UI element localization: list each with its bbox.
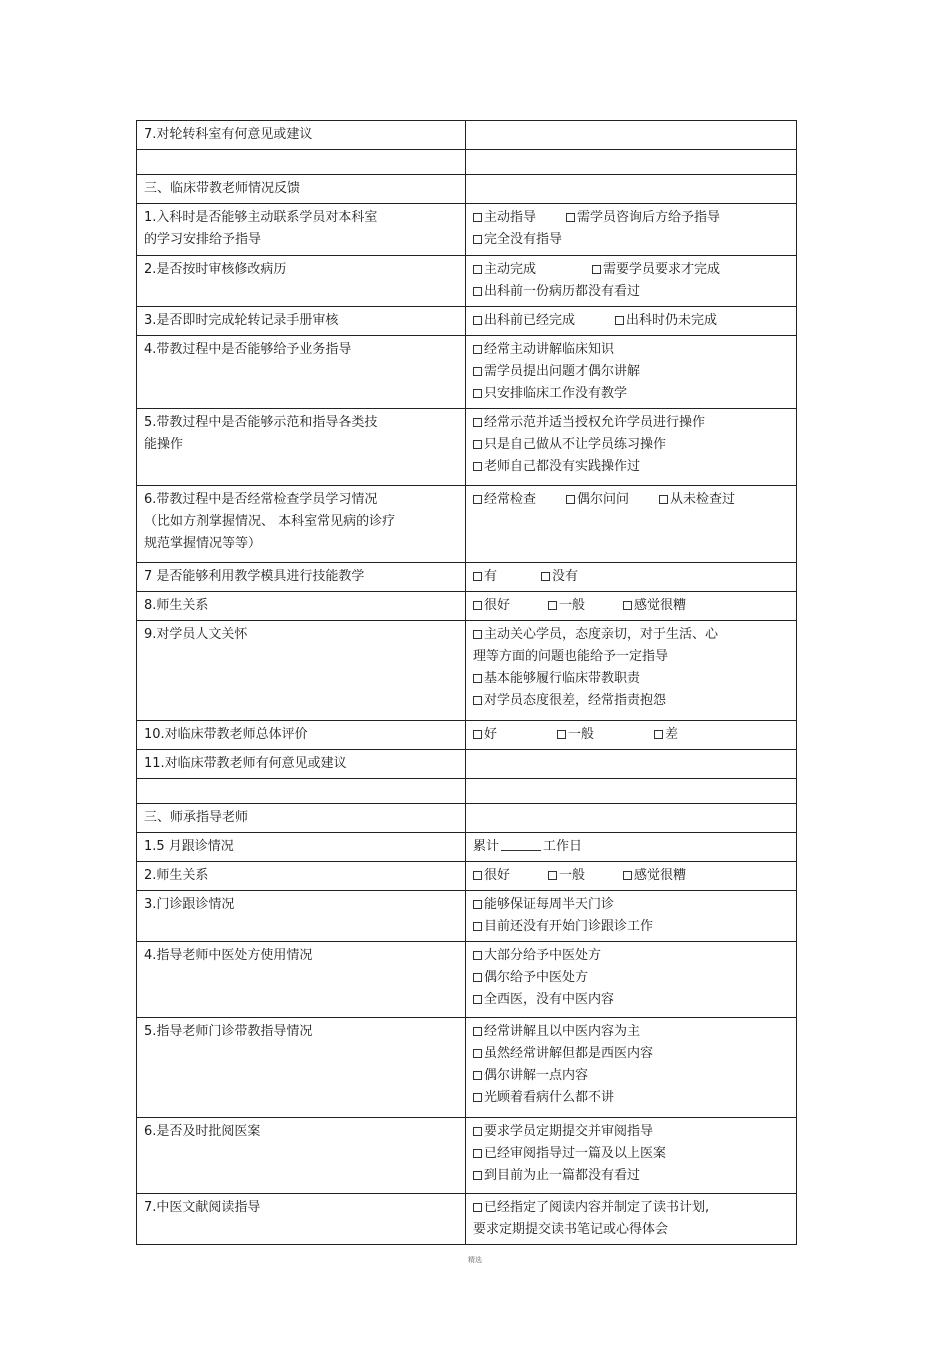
question-cell: [137, 307, 466, 336]
checkbox-icon[interactable]: [473, 900, 482, 909]
option-label: 感觉很糟: [634, 598, 687, 613]
checkbox-icon[interactable]: [473, 265, 482, 274]
question-cell: [137, 621, 466, 721]
answer-cell: [466, 804, 797, 833]
checkbox-icon[interactable]: [473, 1093, 482, 1102]
option-label: 到目前为止一篇都没有看过: [484, 1168, 641, 1183]
option-label: 经常检查: [484, 492, 537, 507]
option-label: 基本能够履行临床带教职责: [484, 671, 641, 686]
option-label: 从未检查过: [670, 492, 736, 507]
question-text: 7.中医文献阅读指导: [144, 1200, 261, 1215]
form-row: [137, 750, 797, 779]
checkbox-option[interactable]: [473, 383, 627, 405]
option-label: 偶尔给予中医处方: [484, 970, 589, 985]
answer-cell: [466, 121, 797, 150]
question-cell: [137, 750, 466, 779]
question-text: 3.是否即时完成轮转记录手册审核: [144, 313, 339, 328]
answer-cell: [466, 592, 797, 621]
option-label: 偶尔讲解一点内容: [484, 1068, 589, 1083]
checkbox-option[interactable]: [473, 967, 588, 989]
checkbox-icon[interactable]: [473, 1171, 482, 1180]
checkbox-icon[interactable]: [473, 287, 482, 296]
option-label: 需要学员要求才完成: [603, 262, 721, 277]
form-row: [137, 942, 797, 1018]
option-label: 很好: [484, 598, 511, 613]
checkbox-icon[interactable]: [473, 235, 482, 244]
question-cell: [137, 256, 466, 307]
checkbox-option[interactable]: [548, 865, 585, 887]
answer-line: [473, 310, 790, 332]
checkbox-option[interactable]: [473, 1121, 653, 1143]
question-cell: [137, 891, 466, 942]
option-label: 能够保证每周半天门诊: [484, 897, 615, 912]
checkbox-option[interactable]: [557, 724, 594, 746]
checkbox-option[interactable]: [473, 489, 536, 511]
question-cell: [137, 336, 466, 409]
option-label: 要求学员定期提交并审阅指导: [484, 1124, 654, 1139]
answer-line: [473, 865, 790, 887]
question-cell: [137, 150, 466, 175]
answer-cell: [466, 833, 797, 862]
question-cell: [137, 563, 466, 592]
form-row: [137, 204, 797, 256]
answer-line: [473, 1065, 790, 1087]
checkbox-icon[interactable]: [473, 951, 482, 960]
checkbox-option[interactable]: [623, 865, 686, 887]
checkbox-icon[interactable]: [473, 1149, 482, 1158]
answer-line: [473, 383, 790, 405]
checkbox-icon[interactable]: [473, 1071, 482, 1080]
answer-cell: [466, 862, 797, 891]
option-label: 大部分给予中医处方: [484, 948, 602, 963]
answer-line: [473, 916, 790, 938]
option-label: 主动指导: [484, 210, 537, 225]
answer-cell: [466, 150, 797, 175]
answer-line: [473, 1087, 790, 1109]
checkbox-icon[interactable]: [659, 495, 668, 504]
checkbox-option[interactable]: [473, 207, 536, 229]
answer-cell: [466, 942, 797, 1018]
question-text: 规范掌握情况等等）: [144, 536, 262, 551]
checkbox-option[interactable]: [473, 1087, 614, 1109]
option-label: 已经审阅指导过一篇及以上医案: [484, 1146, 667, 1161]
answer-line: [473, 690, 790, 712]
answer-line: [473, 1021, 790, 1043]
checkbox-icon[interactable]: [473, 367, 482, 376]
checkbox-icon[interactable]: [473, 696, 482, 705]
option-label: 感觉很糟: [634, 868, 687, 883]
question-cell: [137, 1118, 466, 1194]
checkbox-icon[interactable]: [473, 462, 482, 471]
answer-line: [473, 259, 790, 281]
checkbox-icon[interactable]: [473, 345, 482, 354]
checkbox-icon[interactable]: [473, 630, 482, 639]
checkbox-icon[interactable]: [473, 440, 482, 449]
option-label: 经常示范并适当授权允许学员进行操作: [484, 415, 706, 430]
option-label: 出科时仍未完成: [626, 313, 718, 328]
checkbox-icon[interactable]: [473, 1203, 482, 1212]
option-label: 只是自己做从不让学员练习操作: [484, 437, 667, 452]
option-label: 一般: [568, 727, 595, 742]
checkbox-option[interactable]: [473, 259, 536, 281]
form-row: [137, 592, 797, 621]
checkbox-icon[interactable]: [473, 418, 482, 427]
form-row: [137, 833, 797, 862]
checkbox-option[interactable]: [473, 690, 666, 712]
option-label: 主动完成: [484, 262, 537, 277]
checkbox-option[interactable]: [623, 595, 686, 617]
answer-line: [473, 281, 790, 303]
checkbox-icon[interactable]: [592, 265, 601, 274]
checkbox-icon[interactable]: [548, 601, 557, 610]
answer-cell: [466, 1018, 797, 1118]
question-text: 8.师生关系: [144, 598, 209, 613]
form-row: [137, 563, 797, 592]
answer-line: [473, 894, 790, 916]
checkbox-option[interactable]: [473, 1143, 666, 1165]
option-label: 出科前一份病历都没有看过: [484, 284, 641, 299]
checkbox-icon[interactable]: [473, 1049, 482, 1058]
question-cell: [137, 862, 466, 891]
form-row: [137, 256, 797, 307]
option-label: 偶尔问问: [577, 492, 630, 507]
answer-line: [473, 412, 790, 434]
option-label: 全西医，没有中医内容: [484, 992, 615, 1007]
checkbox-option[interactable]: [548, 595, 585, 617]
checkbox-option[interactable]: [541, 566, 578, 588]
question-text: 三、师承指导老师: [144, 810, 249, 825]
form-row: [137, 1018, 797, 1118]
checkbox-option[interactable]: [473, 1065, 588, 1087]
option-label: 经常讲解且以中医内容为主: [484, 1024, 641, 1039]
checkbox-icon[interactable]: [473, 674, 482, 683]
question-text: 7.对轮转科室有何意见或建议: [144, 127, 313, 142]
answer-line: [473, 1121, 790, 1143]
option-label: 有: [484, 569, 498, 584]
answer-line: [473, 229, 790, 251]
option-continuation: 理等方面的问题也能给予一定指导: [473, 649, 669, 664]
workday-prefix: 累计: [473, 839, 500, 854]
answer-cell: [466, 307, 797, 336]
form-row: [137, 721, 797, 750]
checkbox-option[interactable]: [473, 724, 497, 746]
checkbox-icon[interactable]: [473, 973, 482, 982]
option-label: 好: [484, 727, 498, 742]
question-text: 三、临床带教老师情况反馈: [144, 181, 301, 196]
question-cell: [137, 592, 466, 621]
answer-cell: [466, 750, 797, 779]
workday-count-field[interactable]: [473, 836, 790, 858]
option-label: 需学员提出问题才偶尔讲解: [484, 364, 641, 379]
checkbox-option[interactable]: [566, 489, 629, 511]
question-text: 6.是否及时批阅医案: [144, 1124, 261, 1139]
answer-cell: [466, 1118, 797, 1194]
option-label: 已经指定了阅读内容并制定了读书计划,: [484, 1200, 710, 1215]
option-label: 差: [665, 727, 679, 742]
question-text: 11.对临床带教老师有何意见或建议: [144, 756, 347, 771]
answer-line: [473, 456, 790, 478]
question-text: 7 是否能够利用教学模具进行技能教学: [144, 569, 365, 584]
question-cell: [137, 175, 466, 204]
option-continuation: 要求定期提交读书笔记或心得体会: [473, 1222, 669, 1237]
checkbox-option[interactable]: [473, 412, 705, 434]
answer-cell: [466, 1194, 797, 1245]
checkbox-option[interactable]: [473, 989, 614, 1011]
checkbox-icon[interactable]: [566, 495, 575, 504]
question-text: 2.师生关系: [144, 868, 209, 883]
question-text: （比如方剂掌握情况、 本科室常见病的诊疗: [144, 514, 396, 529]
checkbox-option[interactable]: [473, 361, 640, 383]
option-label: 一般: [559, 598, 586, 613]
checkbox-option[interactable]: [473, 865, 510, 887]
checkbox-icon[interactable]: [473, 922, 482, 931]
checkbox-option[interactable]: [473, 310, 575, 332]
option-label: 目前还没有开始门诊跟诊工作: [484, 919, 654, 934]
checkbox-icon[interactable]: [623, 601, 632, 610]
question-text: 3.门诊跟诊情况: [144, 897, 235, 912]
form-row: [137, 862, 797, 891]
option-label: 完全没有指导: [484, 232, 563, 247]
form-row: [137, 1194, 797, 1245]
checkbox-icon[interactable]: [473, 601, 482, 610]
option-label: 需学员咨询后方给予指导: [577, 210, 721, 225]
checkbox-option[interactable]: [473, 894, 614, 916]
answer-cell: [466, 256, 797, 307]
answer-line: [473, 489, 790, 511]
question-text: 10.对临床带教老师总体评价: [144, 727, 308, 742]
question-text: 9.对学员人文关怀: [144, 627, 248, 642]
checkbox-option[interactable]: [566, 207, 720, 229]
checkbox-icon[interactable]: [473, 995, 482, 1004]
form-row: [137, 1118, 797, 1194]
footer-watermark: 精选: [468, 1256, 482, 1264]
question-cell: [137, 942, 466, 1018]
checkbox-icon[interactable]: [473, 871, 482, 880]
checkbox-option[interactable]: [473, 1165, 640, 1187]
question-text: 5.指导老师门诊带教指导情况: [144, 1024, 313, 1039]
form-row: [137, 486, 797, 563]
option-label: 对学员态度很差，经常指责抱怨: [484, 693, 667, 708]
checkbox-option[interactable]: [659, 489, 735, 511]
question-cell: [137, 121, 466, 150]
checkbox-icon[interactable]: [473, 1027, 482, 1036]
answer-cell: [466, 779, 797, 804]
checkbox-option[interactable]: [592, 259, 720, 281]
checkbox-option[interactable]: [473, 1043, 653, 1065]
question-text: 5.带教过程中是否能够示范和指导各类技: [144, 415, 378, 430]
question-cell: [137, 779, 466, 804]
form-row: [137, 121, 797, 150]
answer-line: [473, 566, 790, 588]
question-text: 能操作: [144, 437, 184, 452]
question-text: 4.指导老师中医处方使用情况: [144, 948, 313, 963]
workday-suffix: 工作日: [543, 839, 583, 854]
answer-line: [473, 1197, 790, 1219]
answer-line: [473, 595, 790, 617]
question-cell: [137, 1194, 466, 1245]
checkbox-option[interactable]: [473, 1021, 640, 1043]
checkbox-option[interactable]: [473, 566, 497, 588]
question-cell: [137, 721, 466, 750]
option-label: 光顾着看病什么都不讲: [484, 1090, 615, 1105]
question-cell: [137, 204, 466, 256]
checkbox-option[interactable]: [615, 310, 717, 332]
checkbox-option[interactable]: [473, 916, 653, 938]
checkbox-option[interactable]: [473, 434, 666, 456]
checkbox-option[interactable]: [473, 281, 640, 303]
form-row: [137, 409, 797, 486]
checkbox-option[interactable]: [473, 339, 614, 361]
answer-line: [473, 668, 790, 690]
answer-line: [473, 1219, 790, 1241]
question-cell: [137, 804, 466, 833]
answer-line: [473, 989, 790, 1011]
option-label: 只安排临床工作没有教学: [484, 386, 628, 401]
question-cell: [137, 833, 466, 862]
answer-line: [473, 945, 790, 967]
question-text: 2.是否按时审核修改病历: [144, 262, 287, 277]
answer-cell: [466, 721, 797, 750]
form-row: [137, 307, 797, 336]
checkbox-option[interactable]: [473, 1197, 709, 1219]
option-label: 老师自己都没有实践操作过: [484, 459, 641, 474]
answer-cell: [466, 204, 797, 256]
answer-line: [473, 361, 790, 383]
answer-line: [473, 646, 790, 668]
answer-line: [473, 724, 790, 746]
question-text: 的学习安排给予指导: [144, 232, 262, 247]
form-row: [137, 804, 797, 833]
checkbox-icon[interactable]: [473, 572, 482, 581]
answer-line: [473, 967, 790, 989]
option-label: 一般: [559, 868, 586, 883]
checkbox-option[interactable]: [473, 945, 601, 967]
checkbox-option[interactable]: [654, 724, 678, 746]
answer-cell: [466, 486, 797, 563]
feedback-form-table: [136, 120, 797, 1245]
answer-cell: [466, 336, 797, 409]
question-text: 4.带教过程中是否能够给予业务指导: [144, 342, 352, 357]
checkbox-icon[interactable]: [623, 871, 632, 880]
form-row: [137, 175, 797, 204]
checkbox-icon[interactable]: [473, 1127, 482, 1136]
option-label: 主动关心学员，态度亲切，对于生活、心: [484, 627, 719, 642]
checkbox-icon[interactable]: [473, 213, 482, 222]
answer-cell: [466, 891, 797, 942]
question-text: 6.带教过程中是否经常检查学员学习情况: [144, 492, 378, 507]
answer-line: [473, 1165, 790, 1187]
checkbox-icon[interactable]: [473, 730, 482, 739]
question-text: 1.入科时是否能够主动联系学员对本科室: [144, 210, 378, 225]
form-row: [137, 336, 797, 409]
question-cell: [137, 1018, 466, 1118]
form-row: [137, 891, 797, 942]
checkbox-option[interactable]: [473, 624, 718, 646]
answer-cell: [466, 409, 797, 486]
answer-line: [473, 207, 790, 229]
question-text: 1.5 月跟诊情况: [144, 839, 234, 854]
answer-line: [473, 1043, 790, 1065]
checkbox-icon[interactable]: [654, 730, 663, 739]
option-label: 没有: [552, 569, 579, 584]
option-label: 经常主动讲解临床知识: [484, 342, 615, 357]
answer-cell: [466, 175, 797, 204]
checkbox-option[interactable]: [473, 595, 510, 617]
option-label: 出科前已经完成: [484, 313, 576, 328]
answer-line: [473, 434, 790, 456]
checkbox-icon[interactable]: [548, 871, 557, 880]
answer-line: [473, 624, 790, 646]
form-rows: [137, 121, 797, 1245]
checkbox-option[interactable]: [473, 668, 640, 690]
answer-line: [473, 1143, 790, 1165]
answer-cell: [466, 563, 797, 592]
workday-blank[interactable]: [501, 838, 541, 851]
answer-cell: [466, 621, 797, 721]
form-row: [137, 621, 797, 721]
checkbox-icon[interactable]: [473, 389, 482, 398]
checkbox-option[interactable]: [473, 229, 562, 251]
form-row: [137, 150, 797, 175]
option-label: 很好: [484, 868, 511, 883]
answer-line: [473, 339, 790, 361]
checkbox-icon[interactable]: [541, 572, 550, 581]
option-label: 虽然经常讲解但都是西医内容: [484, 1046, 654, 1061]
form-row: [137, 779, 797, 804]
checkbox-icon[interactable]: [566, 213, 575, 222]
question-cell: [137, 486, 466, 563]
checkbox-icon[interactable]: [557, 730, 566, 739]
checkbox-icon[interactable]: [615, 316, 624, 325]
checkbox-icon[interactable]: [473, 316, 482, 325]
question-cell: [137, 409, 466, 486]
checkbox-icon[interactable]: [473, 495, 482, 504]
checkbox-option[interactable]: [473, 456, 640, 478]
